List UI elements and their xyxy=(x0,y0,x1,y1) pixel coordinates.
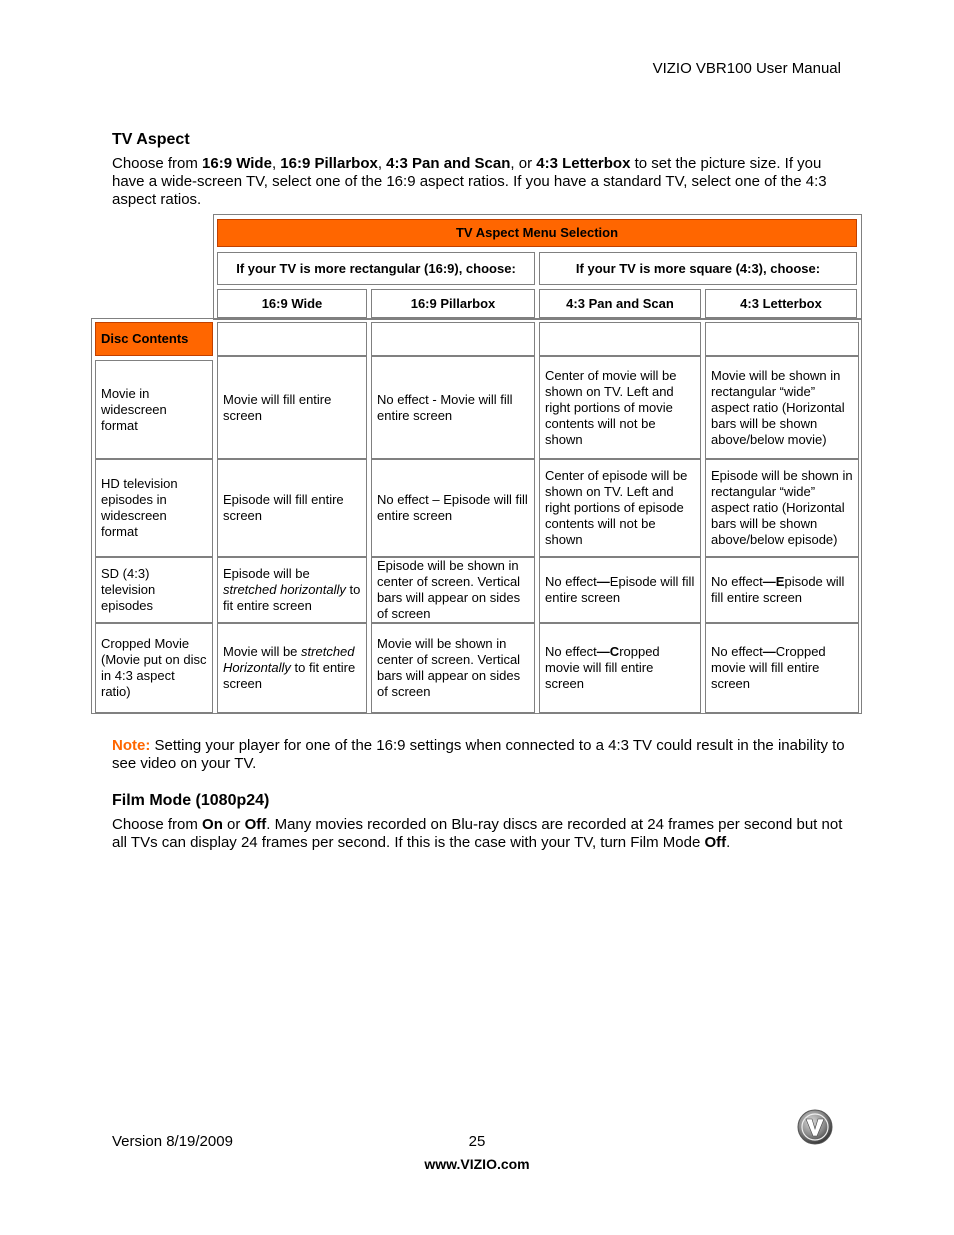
empty-cell xyxy=(539,322,701,356)
empty-cell xyxy=(217,322,367,356)
group-header-16-9: If your TV is more rectangular (16:9), choose: xyxy=(217,252,535,285)
note-label: Note: xyxy=(112,737,151,754)
table-cell: Movie will fill entire screen xyxy=(217,356,367,459)
table-cell: No effect—Cropped movie will fill entire screen xyxy=(539,623,701,713)
film-mode-paragraph: Choose from On or Off. Many movies recorded on Blu-ray discs are recorded at 24 frames per second but not all TVs can display 24 frames per second. If this is the case with your TV, turn Film Mode Off. xyxy=(112,816,843,851)
table-cell: Episode will be shown in rectangular “wide” aspect ratio (Horizontal bars will be shown above/below episode) xyxy=(705,459,859,557)
note-paragraph: Note: Setting your player for one of the 16:9 settings when connected to a 4:3 TV could result in the inability to see video on your TV. xyxy=(112,737,845,772)
table-cell: Movie will be shown in center of screen. Vertical bars will appear on sides of screen xyxy=(371,623,535,713)
table-cell: Center of episode will be shown on TV. Left and right portions of episode contents will not be shown xyxy=(539,459,701,557)
column-header-4-3-pan-scan: 4:3 Pan and Scan xyxy=(539,289,701,318)
footer-version: Version 8/19/2009 xyxy=(112,1133,233,1150)
table-cell: No effect - Movie will fill entire screen xyxy=(371,356,535,459)
section-title-tv-aspect: TV Aspect xyxy=(112,131,190,148)
row-label-sd-episodes: SD (4:3) television episodes xyxy=(95,557,213,623)
table-cell: Episode will be shown in center of screen. Vertical bars will appear on sides of screen xyxy=(371,557,535,623)
column-header-16-9-pillarbox: 16:9 Pillarbox xyxy=(371,289,535,318)
table-cell: No effect—Cropped movie will fill entire screen xyxy=(705,623,859,713)
table-cell: Movie will be stretched Horizontally to fit entire screen xyxy=(217,623,367,713)
empty-cell xyxy=(705,322,859,356)
group-header-4-3: If your TV is more square (4:3), choose: xyxy=(539,252,857,285)
page-number: 25 xyxy=(468,1133,486,1150)
table-cell: Center of movie will be shown on TV. Left and right portions of movie contents will not be shown xyxy=(539,356,701,459)
row-label-movie-widescreen: Movie in widescreen format xyxy=(95,360,213,459)
table-cell: Episode will be stretched horizontally to fit entire screen xyxy=(217,557,367,623)
table-caption: TV Aspect Menu Selection xyxy=(217,219,857,247)
tv-aspect-paragraph: Choose from 16:9 Wide, 16:9 Pillarbox, 4:3 Pan and Scan, or 4:3 Letterbox to set the picture size. If you have a wide-screen TV, select one of the 16:9 aspect ratios. If you have a standard TV, select one of the 4:3 aspect ratios. xyxy=(112,155,827,208)
document-title: VIZIO VBR100 User Manual xyxy=(652,60,841,77)
section-title-film-mode: Film Mode (1080p24) xyxy=(112,792,270,809)
table-cell: Movie will be shown in rectangular “wide” aspect ratio (Horizontal bars will be shown above/below movie) xyxy=(705,356,859,459)
table-cell: No effect—Episode will fill entire screen xyxy=(705,557,859,623)
table-cell: Episode will fill entire screen xyxy=(217,459,367,557)
column-header-16-9-wide: 16:9 Wide xyxy=(217,289,367,318)
table-cell: No effect – Episode will fill entire screen xyxy=(371,459,535,557)
empty-cell xyxy=(371,322,535,356)
row-header-disc-contents: Disc Contents xyxy=(95,322,213,356)
row-label-cropped-movie: Cropped Movie (Movie put on disc in 4:3 aspect ratio) xyxy=(95,623,213,713)
footer-url: www.VIZIO.com xyxy=(424,1156,530,1172)
table-cell: No effect—Episode will fill entire screen xyxy=(539,557,701,623)
column-header-4-3-letterbox: 4:3 Letterbox xyxy=(705,289,857,318)
row-label-hd-episodes: HD television episodes in widescreen format xyxy=(95,459,213,557)
vizio-v-logo-icon xyxy=(797,1109,833,1145)
